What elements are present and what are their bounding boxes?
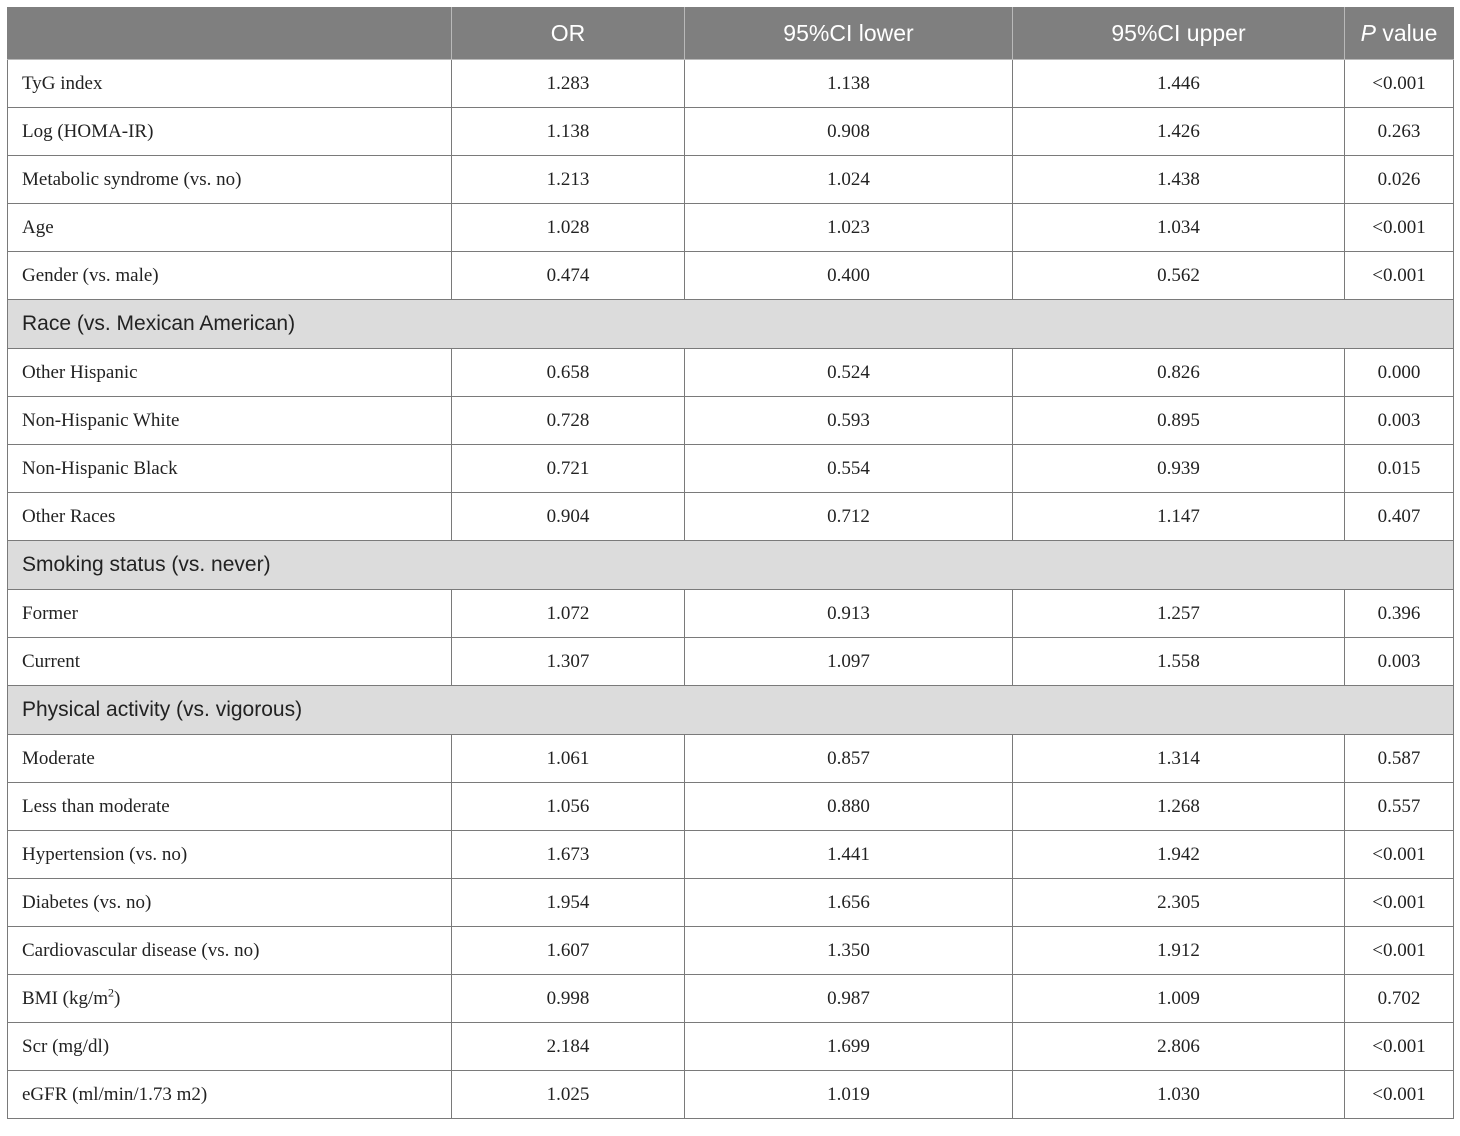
cell-p-value: 0.557 [1345, 783, 1454, 831]
variable-label [8, 879, 452, 927]
header-p-suffix: value [1375, 20, 1438, 46]
variable-label-text: Cardiovascular disease (vs. no) [22, 939, 260, 961]
cell-or: 0.474 [452, 252, 685, 300]
cell-ci-lower: 0.524 [685, 349, 1013, 397]
cell-ci-lower: 0.987 [685, 975, 1013, 1023]
table-body [8, 60, 1454, 1119]
cell-or: 1.307 [452, 638, 685, 686]
cell-p-value: <0.001 [1345, 831, 1454, 879]
cell-ci-lower: 0.913 [685, 590, 1013, 638]
table-row [8, 493, 1454, 541]
odds-ratio-table [7, 7, 1454, 1119]
table-row [8, 252, 1454, 300]
table-row [8, 638, 1454, 686]
variable-label [8, 108, 452, 156]
table-row [8, 445, 1454, 493]
cell-ci-lower: 1.350 [685, 927, 1013, 975]
cell-p-value: 0.263 [1345, 108, 1454, 156]
cell-ci-lower: 0.712 [685, 493, 1013, 541]
cell-or: 1.061 [452, 735, 685, 783]
group-label: Race (vs. Mexican American) [8, 300, 1454, 349]
variable-label [8, 927, 452, 975]
table-header [8, 8, 1454, 60]
group-header-row [8, 541, 1454, 590]
cell-ci-upper: 1.426 [1013, 108, 1345, 156]
cell-ci-upper: 1.030 [1013, 1071, 1345, 1119]
cell-ci-lower: 0.857 [685, 735, 1013, 783]
variable-label-text: BMI (kg/m [22, 987, 109, 1009]
variable-label-text: Metabolic syndrome (vs. no) [22, 168, 242, 190]
cell-ci-upper: 2.806 [1013, 1023, 1345, 1071]
variable-label [8, 1023, 452, 1071]
variable-label [8, 783, 452, 831]
variable-label-text: eGFR (ml/min/1.73 m2) [22, 1083, 208, 1105]
cell-ci-lower: 1.441 [685, 831, 1013, 879]
variable-label [8, 735, 452, 783]
table-row [8, 590, 1454, 638]
cell-or: 1.025 [452, 1071, 685, 1119]
table-row [8, 735, 1454, 783]
cell-or: 2.184 [452, 1023, 685, 1071]
variable-label-text: Non-Hispanic Black [22, 457, 178, 479]
cell-ci-lower: 0.554 [685, 445, 1013, 493]
cell-p-value: 0.000 [1345, 349, 1454, 397]
cell-or: 0.998 [452, 975, 685, 1023]
table-row [8, 349, 1454, 397]
variable-label-text: Scr (mg/dl) [22, 1035, 110, 1057]
table-row [8, 60, 1454, 108]
header-p-letter: P [1360, 20, 1376, 46]
cell-ci-lower: 1.097 [685, 638, 1013, 686]
cell-ci-upper: 1.009 [1013, 975, 1345, 1023]
variable-label [8, 349, 452, 397]
table-row [8, 879, 1454, 927]
cell-p-value: 0.587 [1345, 735, 1454, 783]
cell-p-value: <0.001 [1345, 1023, 1454, 1071]
cell-ci-upper: 0.826 [1013, 349, 1345, 397]
cell-ci-upper: 1.438 [1013, 156, 1345, 204]
variable-label [8, 445, 452, 493]
group-header-row [8, 300, 1454, 349]
cell-ci-lower: 0.593 [685, 397, 1013, 445]
table-row [8, 1023, 1454, 1071]
variable-label-text: Diabetes (vs. no) [22, 891, 152, 913]
variable-label [8, 638, 452, 686]
table-row [8, 975, 1454, 1023]
cell-or: 1.056 [452, 783, 685, 831]
cell-p-value: 0.015 [1345, 445, 1454, 493]
cell-ci-upper: 1.147 [1013, 493, 1345, 541]
cell-or: 1.138 [452, 108, 685, 156]
table-row [8, 831, 1454, 879]
results-table-container [7, 7, 1453, 1119]
cell-ci-lower: 0.880 [685, 783, 1013, 831]
cell-ci-upper: 1.912 [1013, 927, 1345, 975]
group-header-row [8, 686, 1454, 735]
header-row [8, 8, 1454, 60]
cell-ci-lower: 1.023 [685, 204, 1013, 252]
table-row [8, 397, 1454, 445]
cell-ci-lower: 1.656 [685, 879, 1013, 927]
variable-label [8, 493, 452, 541]
cell-or: 1.213 [452, 156, 685, 204]
cell-ci-upper: 1.314 [1013, 735, 1345, 783]
variable-label-text: Former [22, 602, 78, 624]
variable-label [8, 60, 452, 108]
variable-label-text: Less than moderate [22, 795, 170, 817]
cell-ci-upper: 0.562 [1013, 252, 1345, 300]
table-row [8, 783, 1454, 831]
variable-label [8, 590, 452, 638]
variable-label-text: Log (HOMA-IR) [22, 120, 154, 142]
variable-label-text: Other Hispanic [22, 361, 138, 383]
table-row [8, 108, 1454, 156]
variable-label [8, 252, 452, 300]
cell-p-value: <0.001 [1345, 879, 1454, 927]
cell-p-value: 0.003 [1345, 397, 1454, 445]
variable-label-text: Non-Hispanic White [22, 409, 180, 431]
cell-ci-lower: 1.138 [685, 60, 1013, 108]
cell-or: 0.904 [452, 493, 685, 541]
variable-label [8, 156, 452, 204]
cell-ci-upper: 1.034 [1013, 204, 1345, 252]
cell-p-value: 0.396 [1345, 590, 1454, 638]
cell-p-value: 0.702 [1345, 975, 1454, 1023]
header-p-value [1345, 8, 1454, 60]
variable-label-text: Age [22, 216, 54, 238]
cell-ci-upper: 0.939 [1013, 445, 1345, 493]
cell-ci-upper: 1.942 [1013, 831, 1345, 879]
cell-ci-lower: 0.908 [685, 108, 1013, 156]
cell-or: 1.673 [452, 831, 685, 879]
header-ci-upper: 95%CI upper [1013, 8, 1345, 60]
variable-label-text: Gender (vs. male) [22, 264, 159, 286]
cell-ci-lower: 1.019 [685, 1071, 1013, 1119]
variable-label [8, 975, 452, 1023]
table-row [8, 927, 1454, 975]
cell-ci-upper: 2.305 [1013, 879, 1345, 927]
cell-or: 1.028 [452, 204, 685, 252]
header-variable [8, 8, 452, 60]
table-row [8, 1071, 1454, 1119]
variable-label-text: TyG index [22, 72, 103, 94]
cell-ci-lower: 1.024 [685, 156, 1013, 204]
cell-p-value: <0.001 [1345, 60, 1454, 108]
cell-ci-upper: 0.895 [1013, 397, 1345, 445]
group-label: Physical activity (vs. vigorous) [8, 686, 1454, 735]
header-or: OR [452, 8, 685, 60]
table-row [8, 204, 1454, 252]
cell-ci-upper: 1.257 [1013, 590, 1345, 638]
cell-or: 1.607 [452, 927, 685, 975]
cell-or: 0.658 [452, 349, 685, 397]
cell-p-value: 0.026 [1345, 156, 1454, 204]
cell-ci-upper: 1.268 [1013, 783, 1345, 831]
cell-p-value: <0.001 [1345, 204, 1454, 252]
group-label: Smoking status (vs. never) [8, 541, 1454, 590]
variable-label-suffix: ) [114, 987, 121, 1009]
variable-label [8, 204, 452, 252]
variable-label-text: Current [22, 650, 81, 672]
variable-label-text: Moderate [22, 747, 95, 769]
variable-label [8, 831, 452, 879]
cell-or: 0.721 [452, 445, 685, 493]
variable-label-text: Hypertension (vs. no) [22, 843, 188, 865]
cell-p-value: <0.001 [1345, 1071, 1454, 1119]
cell-or: 0.728 [452, 397, 685, 445]
cell-or: 1.954 [452, 879, 685, 927]
cell-p-value: 0.407 [1345, 493, 1454, 541]
cell-ci-lower: 1.699 [685, 1023, 1013, 1071]
cell-ci-upper: 1.446 [1013, 60, 1345, 108]
variable-label-superscript: 2 [108, 985, 115, 1000]
cell-p-value: 0.003 [1345, 638, 1454, 686]
variable-label [8, 397, 452, 445]
cell-p-value: <0.001 [1345, 927, 1454, 975]
variable-label [8, 1071, 452, 1119]
header-ci-lower: 95%CI lower [685, 8, 1013, 60]
table-row [8, 156, 1454, 204]
cell-ci-upper: 1.558 [1013, 638, 1345, 686]
cell-p-value: <0.001 [1345, 252, 1454, 300]
cell-or: 1.072 [452, 590, 685, 638]
variable-label-text: Other Races [22, 505, 116, 527]
cell-or: 1.283 [452, 60, 685, 108]
cell-ci-lower: 0.400 [685, 252, 1013, 300]
